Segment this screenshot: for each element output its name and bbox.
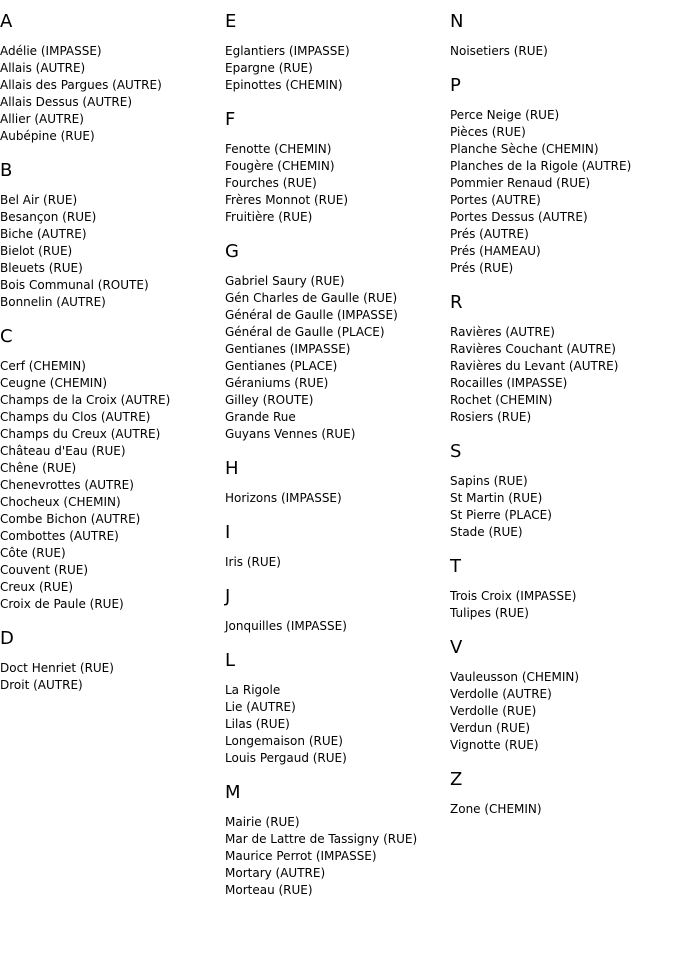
street-item: Combe Bichon (AUTRE) [0, 512, 141, 526]
letter-heading: I [225, 522, 231, 543]
street-item: Planche Sèche (CHEMIN) [450, 142, 599, 156]
street-item: Rosiers (RUE) [450, 410, 532, 424]
street-item: Aubépine (RUE) [0, 129, 95, 143]
letter-group-r [450, 291, 675, 426]
street-item: Tulipes (RUE) [450, 606, 529, 620]
street-item: Grande Rue [225, 410, 296, 424]
street-item: Verdolle (RUE) [450, 704, 537, 718]
street-item: Gentianes (PLACE) [225, 359, 338, 373]
street-list [0, 358, 225, 613]
street-item: Jonquilles (IMPASSE) [225, 619, 347, 633]
letter-heading: P [450, 75, 461, 96]
letter-group-e [225, 10, 450, 94]
letter-group-l [225, 649, 450, 767]
street-item: Doct Henriet (RUE) [0, 661, 114, 675]
street-item: Gentianes (IMPASSE) [225, 342, 351, 356]
street-list [450, 473, 675, 541]
street-list [225, 273, 450, 443]
street-item: Morteau (RUE) [225, 883, 313, 897]
street-item: Maurice Perrot (IMPASSE) [225, 849, 377, 863]
street-item: Chocheux (CHEMIN) [0, 495, 121, 509]
letter-heading: N [450, 11, 464, 32]
street-item: Côte (RUE) [0, 546, 66, 560]
street-item: Rocailles (IMPASSE) [450, 376, 568, 390]
street-item: Ravières Couchant (AUTRE) [450, 342, 616, 356]
street-item: Chenevrottes (AUTRE) [0, 478, 134, 492]
letter-heading: A [0, 11, 13, 32]
street-item: Ravières du Levant (AUTRE) [450, 359, 619, 373]
street-list [450, 324, 675, 426]
street-list [450, 43, 675, 60]
street-item: Portes Dessus (AUTRE) [450, 210, 588, 224]
street-item: Allier (AUTRE) [0, 112, 84, 126]
street-item: Guyans Vennes (RUE) [225, 427, 356, 441]
street-item: Stade (RUE) [450, 525, 523, 539]
letter-group-m [225, 781, 450, 899]
street-item: Gabriel Saury (RUE) [225, 274, 345, 288]
index-column-1 [0, 10, 225, 708]
street-item: Mairie (RUE) [225, 815, 300, 829]
street-item: Croix de Paule (RUE) [0, 597, 124, 611]
street-item: Rochet (CHEMIN) [450, 393, 553, 407]
street-item: Ravières (AUTRE) [450, 325, 555, 339]
street-item: Verdolle (AUTRE) [450, 687, 552, 701]
street-item: Fenotte (CHEMIN) [225, 142, 332, 156]
street-item: Château d'Eau (RUE) [0, 444, 126, 458]
street-item: Allais des Pargues (AUTRE) [0, 78, 162, 92]
street-item: Gén Charles de Gaulle (RUE) [225, 291, 398, 305]
letter-heading: B [0, 160, 13, 181]
street-item: Champs de la Croix (AUTRE) [0, 393, 171, 407]
street-item: Vignotte (RUE) [450, 738, 539, 752]
street-list [450, 107, 675, 277]
street-item: St Martin (RUE) [450, 491, 543, 505]
letter-heading: E [225, 11, 237, 32]
street-item: Iris (RUE) [225, 555, 281, 569]
street-item: St Pierre (PLACE) [450, 508, 552, 522]
street-item: Fougère (CHEMIN) [225, 159, 335, 173]
index-column-3 [450, 10, 675, 832]
letter-heading: M [225, 782, 241, 803]
street-item: Noisetiers (RUE) [450, 44, 548, 58]
street-item: Horizons (IMPASSE) [225, 491, 342, 505]
street-item: Longemaison (RUE) [225, 734, 343, 748]
letter-group-c [0, 325, 225, 613]
letter-heading: D [0, 628, 14, 649]
letter-group-n [450, 10, 675, 60]
street-item: Général de Gaulle (PLACE) [225, 325, 385, 339]
street-item: Trois Croix (IMPASSE) [450, 589, 577, 603]
letter-heading: F [225, 109, 236, 130]
street-item: Eglantiers (IMPASSE) [225, 44, 350, 58]
street-item: Cerf (CHEMIN) [0, 359, 86, 373]
letter-group-t [450, 555, 675, 622]
street-item: Epargne (RUE) [225, 61, 313, 75]
street-item: Planches de la Rigole (AUTRE) [450, 159, 632, 173]
street-item: Fourches (RUE) [225, 176, 317, 190]
letter-group-a [0, 10, 225, 145]
street-item: Champs du Creux (AUTRE) [0, 427, 161, 441]
letter-group-h [225, 457, 450, 507]
street-item: Mar de Lattre de Tassigny (RUE) [225, 832, 418, 846]
street-item: Prés (HAMEAU) [450, 244, 541, 258]
street-item: Couvent (RUE) [0, 563, 89, 577]
street-list [225, 554, 450, 571]
street-item: Lilas (RUE) [225, 717, 290, 731]
letter-heading: S [450, 441, 462, 462]
street-item: Champs du Clos (AUTRE) [0, 410, 151, 424]
street-item: Chêne (RUE) [0, 461, 77, 475]
street-item: Perce Neige (RUE) [450, 108, 560, 122]
street-item: Biche (AUTRE) [0, 227, 87, 241]
street-item: Gilley (ROUTE) [225, 393, 314, 407]
letter-group-j [225, 585, 450, 635]
street-item: Allais (AUTRE) [0, 61, 86, 75]
street-item: Mortary (AUTRE) [225, 866, 326, 880]
letter-heading: V [450, 637, 463, 658]
street-item: Bonnelin (AUTRE) [0, 295, 106, 309]
street-list [450, 588, 675, 622]
street-item: Prés (RUE) [450, 261, 514, 275]
street-list [225, 618, 450, 635]
street-list [225, 141, 450, 226]
street-item: Zone (CHEMIN) [450, 802, 542, 816]
street-list [225, 814, 450, 899]
street-item: Epinottes (CHEMIN) [225, 78, 343, 92]
letter-heading: L [225, 650, 236, 671]
letter-group-d [0, 627, 225, 694]
street-list [225, 490, 450, 507]
street-list [225, 43, 450, 94]
street-item: Combottes (AUTRE) [0, 529, 119, 543]
street-item: Vauleusson (CHEMIN) [450, 670, 580, 684]
street-item: Général de Gaulle (IMPASSE) [225, 308, 398, 322]
letter-group-g [225, 240, 450, 443]
letter-heading: J [225, 586, 231, 607]
street-list [450, 669, 675, 754]
street-list [225, 682, 450, 767]
street-item: La Rigole [225, 683, 281, 697]
index-column-2 [225, 10, 450, 913]
street-item: Droit (AUTRE) [0, 678, 83, 692]
letter-heading: T [450, 556, 461, 577]
letter-heading: C [0, 326, 13, 347]
street-item: Bleuets (RUE) [0, 261, 83, 275]
street-item: Pommier Renaud (RUE) [450, 176, 591, 190]
street-item: Sapins (RUE) [450, 474, 528, 488]
letter-heading: Z [450, 769, 463, 790]
letter-group-s [450, 440, 675, 541]
street-item: Géraniums (RUE) [225, 376, 329, 390]
letter-group-i [225, 521, 450, 571]
letter-group-p [450, 74, 675, 277]
street-item: Louis Pergaud (RUE) [225, 751, 347, 765]
street-item: Portes (AUTRE) [450, 193, 541, 207]
street-item: Adélie (IMPASSE) [0, 44, 102, 58]
letter-group-f [225, 108, 450, 226]
street-item: Bois Communal (ROUTE) [0, 278, 149, 292]
street-list [0, 660, 225, 694]
letter-group-b [0, 159, 225, 311]
street-list [0, 43, 225, 145]
street-item: Creux (RUE) [0, 580, 74, 594]
street-item: Verdun (RUE) [450, 721, 531, 735]
street-item: Prés (AUTRE) [450, 227, 529, 241]
street-item: Besançon (RUE) [0, 210, 97, 224]
street-item: Ceugne (CHEMIN) [0, 376, 108, 390]
street-item: Lie (AUTRE) [225, 700, 296, 714]
street-item: Pièces (RUE) [450, 125, 526, 139]
street-item: Bielot (RUE) [0, 244, 73, 258]
letter-group-v [450, 636, 675, 754]
street-item: Frères Monnot (RUE) [225, 193, 349, 207]
street-item: Bel Air (RUE) [0, 193, 78, 207]
letter-group-z [450, 768, 675, 818]
street-item: Allais Dessus (AUTRE) [0, 95, 133, 109]
letter-heading: R [450, 292, 463, 313]
letter-heading: G [225, 241, 239, 262]
street-item: Fruitière (RUE) [225, 210, 313, 224]
street-list [0, 192, 225, 311]
street-list [450, 801, 675, 818]
letter-heading: H [225, 458, 239, 479]
